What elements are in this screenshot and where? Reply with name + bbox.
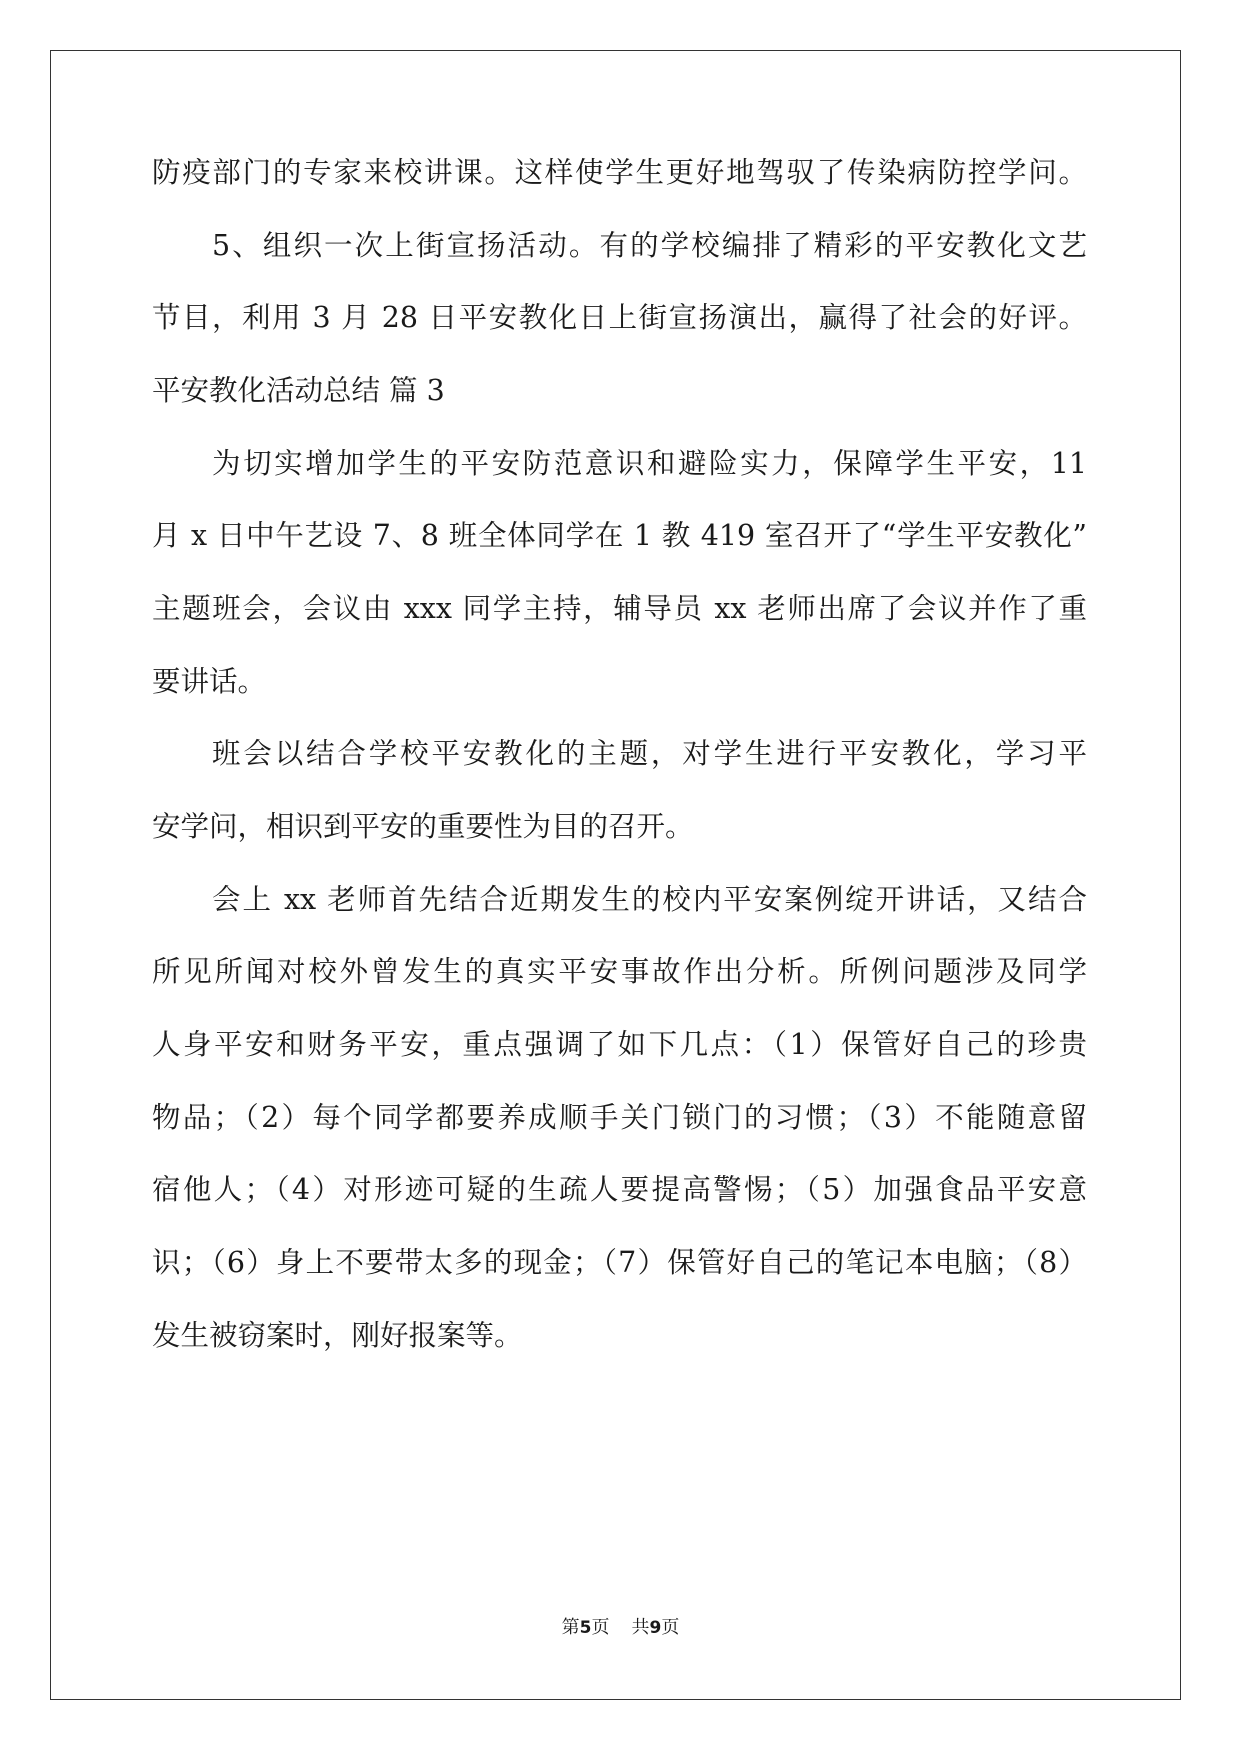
text-line: 发生被窃案时，刚好报案等。 [152,1319,523,1352]
text-line: 月 x 日中午艺设 7、8 班全体同学在 1 教 419 室召开了“学生平安教化” [152,519,1087,552]
page-prefix: 第 [561,1617,580,1638]
text-line: 要讲话。 [152,665,267,698]
total-suffix: 页 [661,1617,680,1638]
total-prefix: 共 [631,1617,650,1638]
text-line: 5、组织一次上街宣扬活动。有的学校编排了精彩的平安教化文艺 [212,229,1087,262]
text-line: 人身平安和财务平安，重点强调了如下几点：（1）保管好自己的珍贵 [152,1028,1087,1061]
section-heading: 平安教化活动总结 篇 3 [152,374,445,407]
text-line: 所见所闻对校外曾发生的真实平安事故作出分析。所例问题涉及同学 [152,955,1087,988]
text-line: 防疫部门的专家来校讲课。这样使学生更好地驾驭了传染病防控学问。 [152,156,1087,189]
text-line: 物品；（2）每个同学都要养成顺手关门锁门的习惯；（3）不能随意留 [152,1101,1087,1134]
page-border [50,50,1181,1700]
text-line: 班会以结合学校平安教化的主题，对学生进行平安教化，学习平 [212,737,1087,770]
page-total: 9 [649,1618,662,1638]
page-number: 5 [579,1618,592,1638]
text-line: 宿他人；（4）对形迹可疑的生疏人要提高警惕；（5）加强食品平安意 [152,1173,1087,1206]
page-suffix: 页 [591,1617,610,1638]
text-line: 节目，利用 3 月 28 日平安教化日上街宣扬演出，赢得了社会的好评。 [152,301,1087,334]
text-line: 会上 xx 老师首先结合近期发生的校内平安案例绽开讲话，又结合 [212,883,1087,916]
text-line: 识；（6）身上不要带太多的现金；（7）保管好自己的笔记本电脑；（8） [152,1246,1087,1279]
text-line: 安学问，相识到平安的重要性为目的召开。 [152,810,694,843]
text-line: 为切实增加学生的平安防范意识和避险实力，保障学生平安，11 [212,447,1087,480]
text-line: 主题班会，会议由 xxx 同学主持，辅导员 xx 老师出席了会议并作了重 [152,592,1087,625]
page-footer [0,1617,1241,1639]
